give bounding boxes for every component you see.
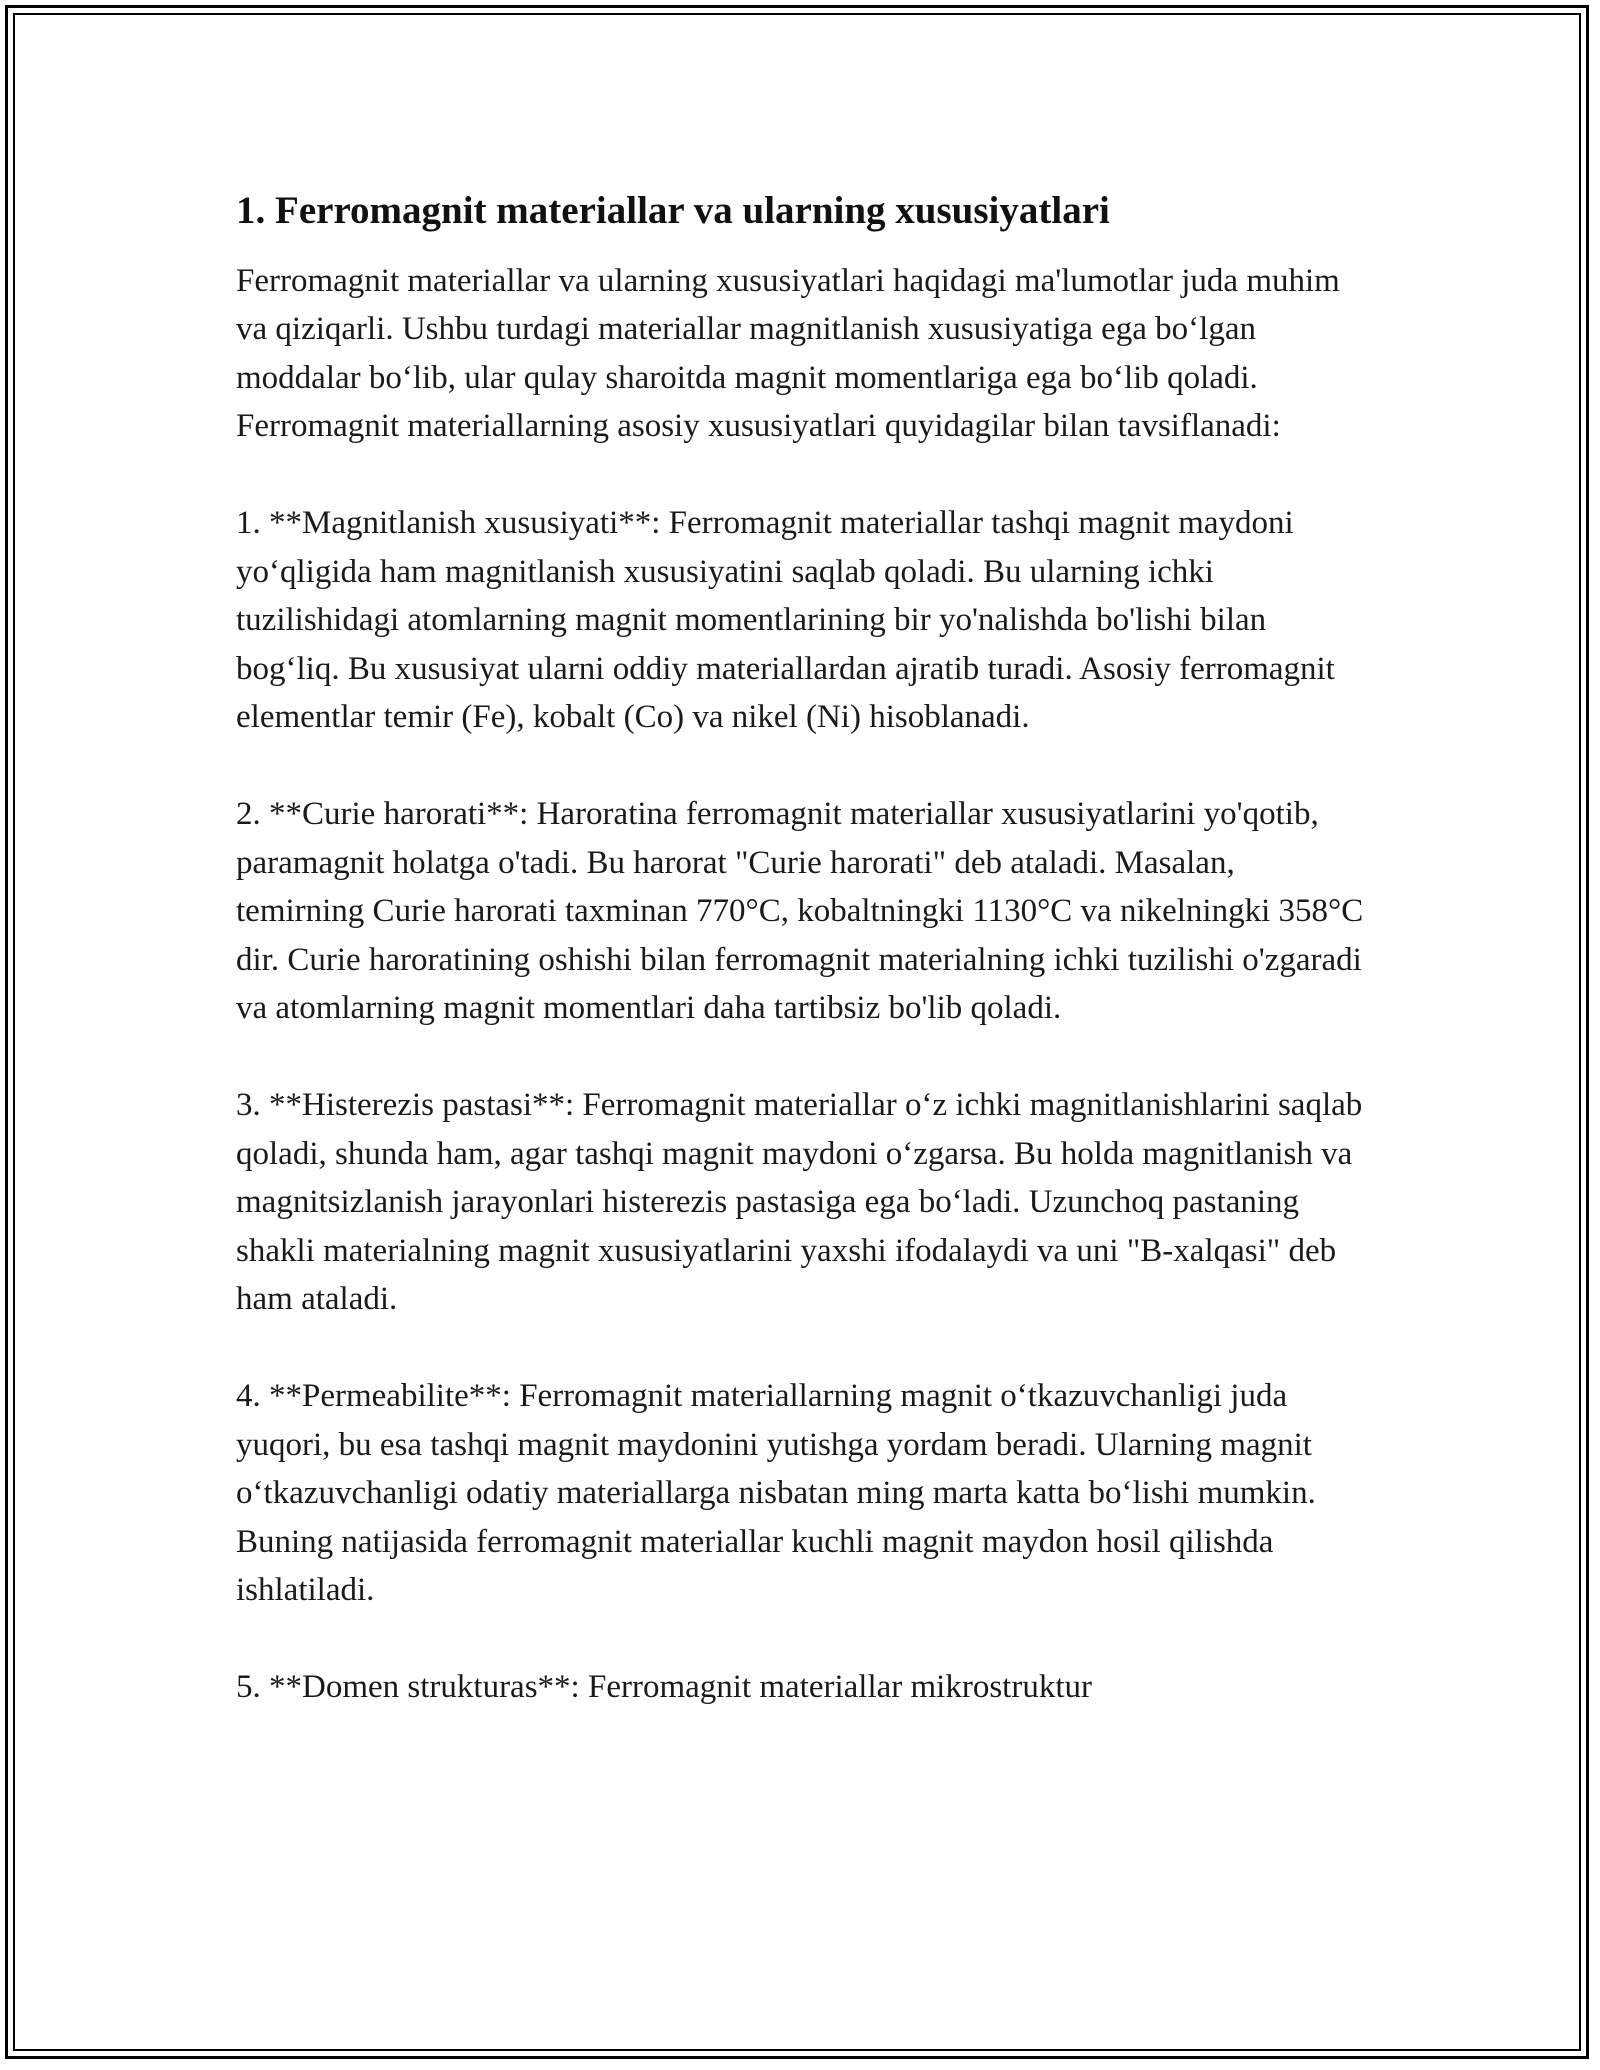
paragraph-curie-temperature: 2. **Curie harorati**: Haroratina ferromagnit materiallar xususiyatlarini yo'qotib, paramagnit holatga o'tadi. Bu harorat "Curie harorati" deb ataladi. Masalan, temirning Curie harorati taxminan 770°C, kobaltningki 1130°C va nikelningki 358°C dir. Curie haroratining oshishi bilan ferromagnit materialning ichki tuzilishi o'zgaradi va atomlarning magnit momentlari daha tartibsiz bo'lib qoladi. xyxy=(236,796,1364,1027)
document-title: 1. Ferromagnit materiallar va ularning xususiyatlari xyxy=(236,189,1110,232)
paragraph-hysteresis: 3. **Histerezis pastasi**: Ferromagnit materiallar o‘z ichki magnitlanishlarini saqlab qoladi, shunda ham, agar tashqi magnit maydoni o‘zgarsa. Bu holda magnitlanish va magnitsizlanish jarayonlari histerezis pastasiga ega bo‘ladi. Uzunchoq pastaning shakli materialning magnit xususiyatlarini yaxshi ifodalaydi va uni "B-xalqasi" deb ham ataladi. xyxy=(236,1087,1363,1318)
paragraph-domain-structure: 5. **Domen strukturas**: Ferromagnit materiallar mikrostruktur xyxy=(236,1669,1092,1706)
intro-paragraph: Ferromagnit materiallar va ularning xususiyatlari haqidagi ma'lumotlar juda muhim va qiziqarli. Ushbu turdagi materiallar magnitlanish xususiyatiga ega bo‘lgan moddalar bo‘lib, ular qulay sharoitda magnit momentlariga ega bo‘lib qoladi. Ferromagnit materiallarning asosiy xususiyatlari quyidagilar bilan tavsiflanadi: xyxy=(236,262,1340,445)
paragraph-magnetization: 1. **Magnitlanish xususiyati**: Ferromagnit materiallar tashqi magnit maydoni yo‘qligida ham magnitlanish xususiyatini saqlab qoladi. Bu ularning ichki tuzilishidagi atomlarning magnit momentlarining bir yo'nalishda bo'lishi bilan bog‘liq. Bu xususiyat ularni oddiy materiallardan ajratib turadi. Asosiy ferromagnit elementlar temir (Fe), kobalt (Co) va nikel (Ni) hisoblanadi. xyxy=(236,505,1335,736)
paragraph-permeability: 4. **Permeabilite**: Ferromagnit materiallarning magnit o‘tkazuvchanligi juda yuqori, bu esa tashqi magnit maydonini yutishga yordam beradi. Ularning magnit o‘tkazuvchanligi odatiy materiallarga nisbatan ming marta katta bo‘lishi mumkin. Buning natijasida ferromagnit materiallar kuchli magnit maydon hosil qilishda ishlatiladi. xyxy=(236,1378,1316,1609)
document-body xyxy=(236,186,1366,1760)
